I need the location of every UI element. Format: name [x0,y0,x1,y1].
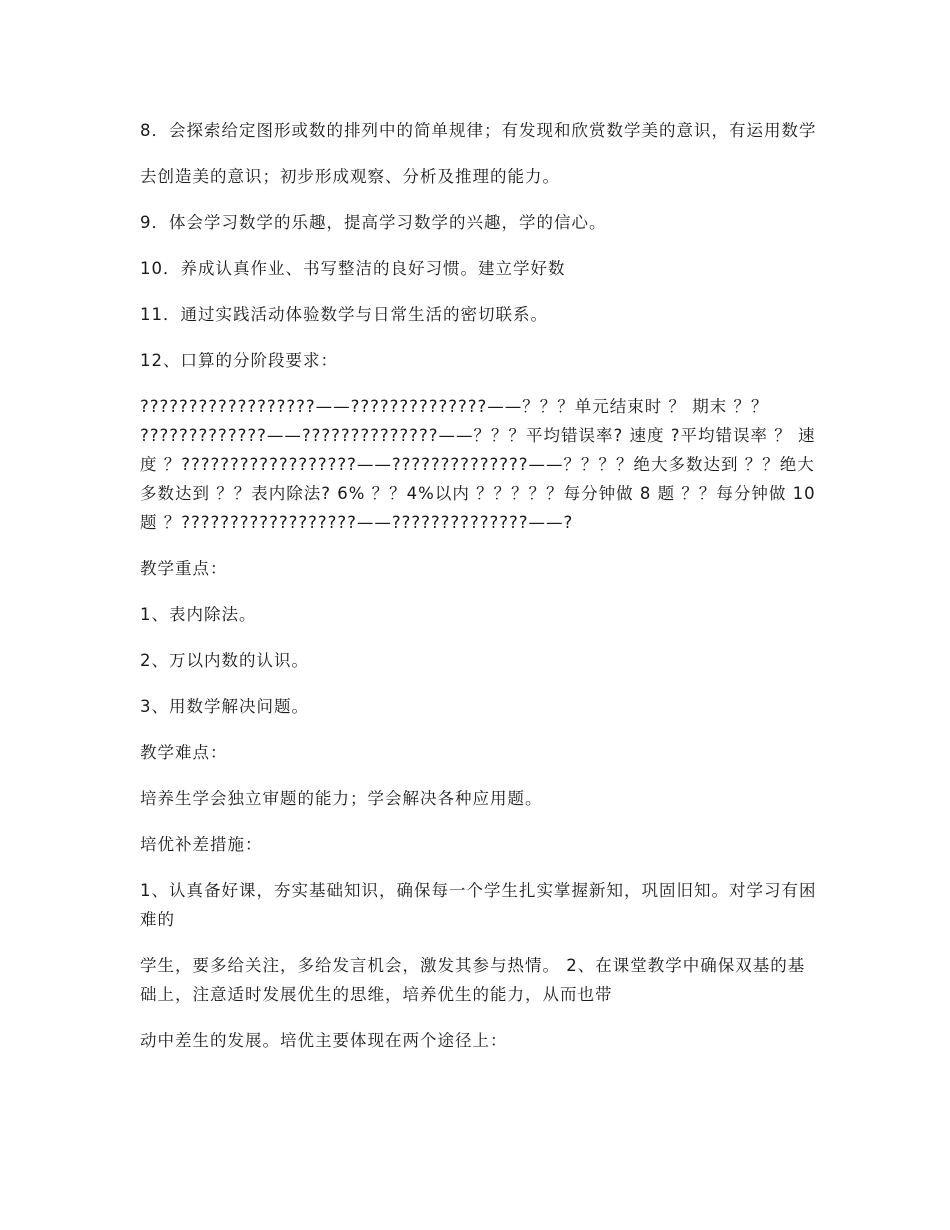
paragraph-item-12 [140,346,820,375]
text-line: 11．通过实践活动体验数学与日常生活的密切联系。 [140,305,548,324]
heading-teaching-difficulty [140,738,820,767]
document-page [140,116,820,1072]
heading-teaching-focus [140,554,820,583]
paragraph-item-8 [140,116,820,145]
text-line: 8．会探索给定图形或数的排列中的简单规律；有发现和欣赏数学美的意识，有运用数学 [140,121,817,140]
garbled-table-text [140,392,820,537]
text-line: 1、认真备好课，夯实基础知识，确保每一个学生扎实掌握新知，巩固旧知。对学习有困难的 [140,881,817,929]
text-line: 3、用数学解决问题。 [140,697,309,716]
text-line: 2、万以内数的认识。 [140,651,309,670]
text-line: 教学重点： [140,559,228,578]
difficulty-text [140,784,820,813]
text-line: ??????????????????——??????????????——？？？单元结束时 ？ 期末 ？？ ?????????????——??????????????——？？？平均错误率? 速度 ?平均错误率 ？ 速度 ？??????????????????——??????????????——？？？？绝大多数达到 ？？绝大多数达到 ？？表内除法? 6% ？？4%以内 ？？？？？每分钟做 8 题 ？？每分钟做 10 题 ？??????????????????——??????????????——? [140,397,816,532]
measure-item-2-continued [140,1026,820,1055]
paragraph-item-10 [140,254,820,283]
text-line: 10．养成认真作业、书写整洁的良好习惯。建立学好数 [140,259,566,278]
text-line: 去创造美的意识；初步形成观察、分析及推理的能力。 [140,167,560,186]
text-line: 动中差生的发展。培优主要体现在两个途径上： [140,1031,508,1050]
focus-item-3 [140,692,820,721]
measure-item-1-continued [140,951,820,1009]
text-line: 9．体会学习数学的乐趣，提高学习数学的兴趣，学的信心。 [140,213,607,232]
focus-item-2 [140,646,820,675]
heading-measures [140,830,820,859]
paragraph-item-9 [140,208,820,237]
text-line: 1、表内除法。 [140,605,257,624]
paragraph-item-11 [140,300,820,329]
text-line: 培优补差措施： [140,835,263,854]
measure-item-1 [140,876,820,934]
text-line: 12、口算的分阶段要求： [140,351,338,370]
text-line: 教学难点： [140,743,228,762]
focus-item-1 [140,600,820,629]
text-line: 学生，要多给关注，多给发言机会，激发其参与热情。 2、在课堂教学中确保双基的基础上，注意适时发展优生的思维，培养优生的能力，从而也带 [140,956,806,1004]
text-line: 培养生学会独立审题的能力；学会解决各种应用题。 [140,789,543,808]
paragraph-item-8-continued [140,162,820,191]
